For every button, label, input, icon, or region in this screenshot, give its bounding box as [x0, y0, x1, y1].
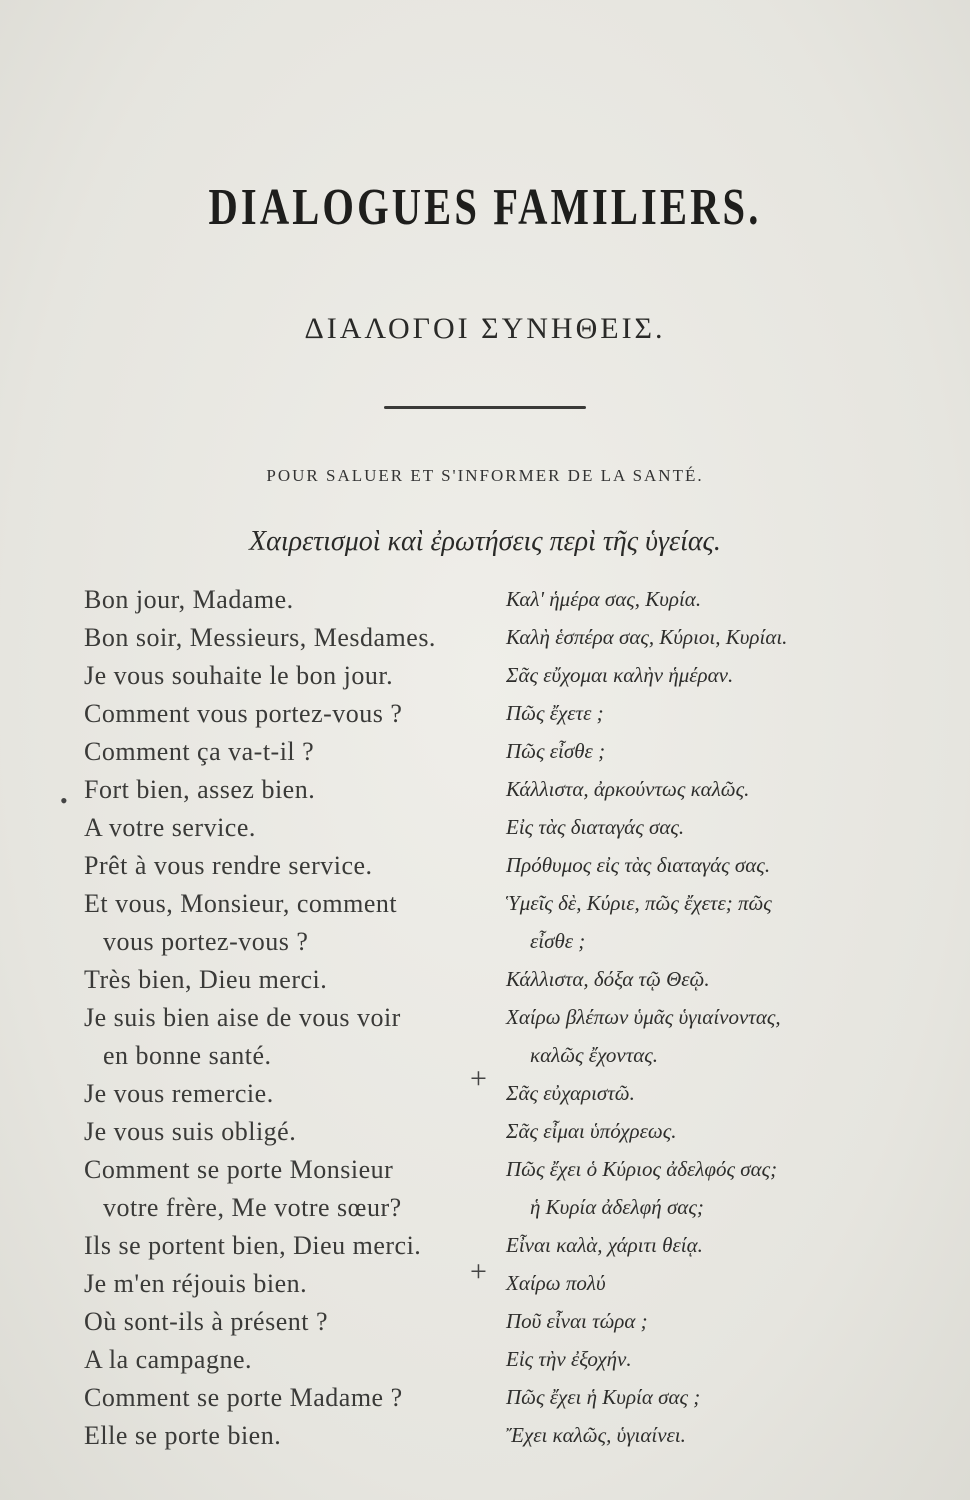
french-phrase: votre frère, Me votre sœur?: [103, 1193, 402, 1222]
dialogue-row: [0, 1117, 970, 1155]
dialogue-row: [0, 1003, 970, 1041]
french-phrase: Comment se porte Monsieur: [84, 1155, 394, 1184]
dialogue-row: [0, 699, 970, 737]
title-divider: [384, 406, 586, 409]
section-title-greek: Χαιρετισμοὶ καὶ ἐρωτήσεις περὶ τῆς ὑγείας.: [249, 526, 721, 557]
greek-phrase: Κάλλιστα, ἀρκούντως καλῶς.: [506, 777, 750, 801]
greek-phrase: Εἶναι καλὰ, χάριτι θείᾳ.: [506, 1233, 703, 1257]
greek-phrase: Καλ' ἡμέρα σας, Κυρία.: [506, 587, 702, 611]
dialogue-row: [0, 1193, 970, 1231]
french-phrase: Comment se porte Madame ?: [84, 1383, 403, 1412]
dialogue-row: [0, 813, 970, 851]
greek-phrase: Πῶς ἔχει ἡ Κυρία σας ;: [506, 1385, 701, 1409]
dialogue-row: [0, 889, 970, 927]
french-phrase: vous portez-vous ?: [103, 927, 309, 956]
dialogue-row: [0, 1307, 970, 1345]
page-subtitle-greek: ΔΙΑΛΟΓΟΙ ΣΥΝΗΘΕΙΣ.: [304, 312, 666, 345]
french-phrase: Bon soir, Messieurs, Mesdames.: [84, 623, 436, 652]
dialogue-row: [0, 1345, 970, 1383]
french-phrase: Où sont-ils à présent ?: [84, 1307, 329, 1336]
french-phrase: Je vous souhaite le bon jour.: [84, 661, 394, 690]
greek-phrase: Κάλλιστα, δόξα τῷ Θεῷ.: [506, 967, 710, 991]
dialogue-row: [0, 585, 970, 623]
french-phrase: Comment vous portez-vous ?: [84, 699, 403, 728]
greek-phrase: Χαίρω βλέπων ὑμᾶς ὑγιαίνοντας,: [506, 1005, 781, 1029]
dialogue-row: [0, 775, 970, 813]
french-phrase: Ils se portent bien, Dieu merci.: [84, 1231, 422, 1260]
dialogue-row: [0, 661, 970, 699]
dialogue-row: [0, 623, 970, 661]
greek-phrase: Ὑμεῖς δὲ, Κύριε, πῶς ἔχετε; πῶς: [506, 891, 772, 915]
french-phrase: Je vous remercie.: [84, 1079, 274, 1108]
greek-phrase: Πῶς ἔχει ὁ Κύριος ἀδελφός σας;: [506, 1157, 778, 1181]
margin-dot: •: [60, 788, 68, 813]
greek-phrase: Ποῦ εἶναι τώρα ;: [506, 1309, 648, 1333]
greek-phrase: εἶσθε ;: [530, 929, 586, 953]
greek-phrase: Σᾶς εὔχομαι καλὴν ἡμέραν.: [506, 663, 734, 687]
section-title: POUR SALUER ET S'INFORMER DE LA SANTÉ.: [266, 466, 704, 485]
margin-mark: +: [470, 1062, 487, 1095]
dialogue-row: [0, 1421, 970, 1459]
french-phrase: Je suis bien aise de vous voir: [84, 1003, 401, 1032]
greek-phrase: Σᾶς εἶμαι ὑπόχρεως.: [506, 1119, 677, 1143]
greek-phrase: Πῶς ἔχετε ;: [506, 701, 604, 725]
french-phrase: A votre service.: [84, 813, 256, 842]
french-phrase: Je vous suis obligé.: [84, 1117, 297, 1146]
dialogue-row: [0, 737, 970, 775]
dialogue-row: [0, 851, 970, 889]
dialogue-row: [0, 965, 970, 1003]
french-phrase: Bon jour, Madame.: [84, 585, 294, 614]
margin-mark: +: [470, 1255, 487, 1288]
french-phrase: Et vous, Monsieur, comment: [84, 889, 398, 918]
greek-phrase: ἡ Κυρία ἀδελφή σας;: [530, 1195, 704, 1219]
greek-phrase: Σᾶς εὐχαριστῶ.: [506, 1081, 635, 1105]
greek-phrase: Πρόθυμος εἰς τὰς διαταγάς σας.: [506, 853, 771, 877]
dialogue-list: [0, 585, 970, 1459]
french-phrase: Fort bien, assez bien.: [84, 775, 316, 804]
french-phrase: Prêt à vous rendre service.: [84, 851, 373, 880]
french-phrase: en bonne santé.: [103, 1041, 272, 1070]
french-phrase: Elle se porte bien.: [84, 1421, 282, 1450]
dialogue-row: [0, 1155, 970, 1193]
greek-phrase: Πῶς εἶσθε ;: [506, 739, 606, 763]
dialogue-row: [0, 927, 970, 965]
greek-phrase: καλῶς ἔχοντας.: [530, 1043, 658, 1067]
greek-phrase: Χαίρω πολύ: [506, 1271, 606, 1295]
greek-phrase: Καλὴ ἑσπέρα σας, Κύριοι, Κυρίαι.: [506, 625, 788, 649]
greek-phrase: Ἔχει καλῶς, ὑγιαίνει.: [506, 1423, 686, 1447]
french-phrase: Très bien, Dieu merci.: [84, 965, 328, 994]
french-phrase: Comment ça va-t-il ?: [84, 737, 315, 766]
greek-phrase: Εἰς τὰς διαταγάς σας.: [506, 815, 685, 839]
french-phrase: A la campagne.: [84, 1345, 252, 1374]
page-title: DIALOGUES FAMILIERS.: [208, 179, 762, 236]
dialogue-row: [0, 1383, 970, 1421]
french-phrase: Je m'en réjouis bien.: [84, 1269, 308, 1298]
greek-phrase: Εἰς τὴν ἐξοχήν.: [506, 1347, 632, 1371]
